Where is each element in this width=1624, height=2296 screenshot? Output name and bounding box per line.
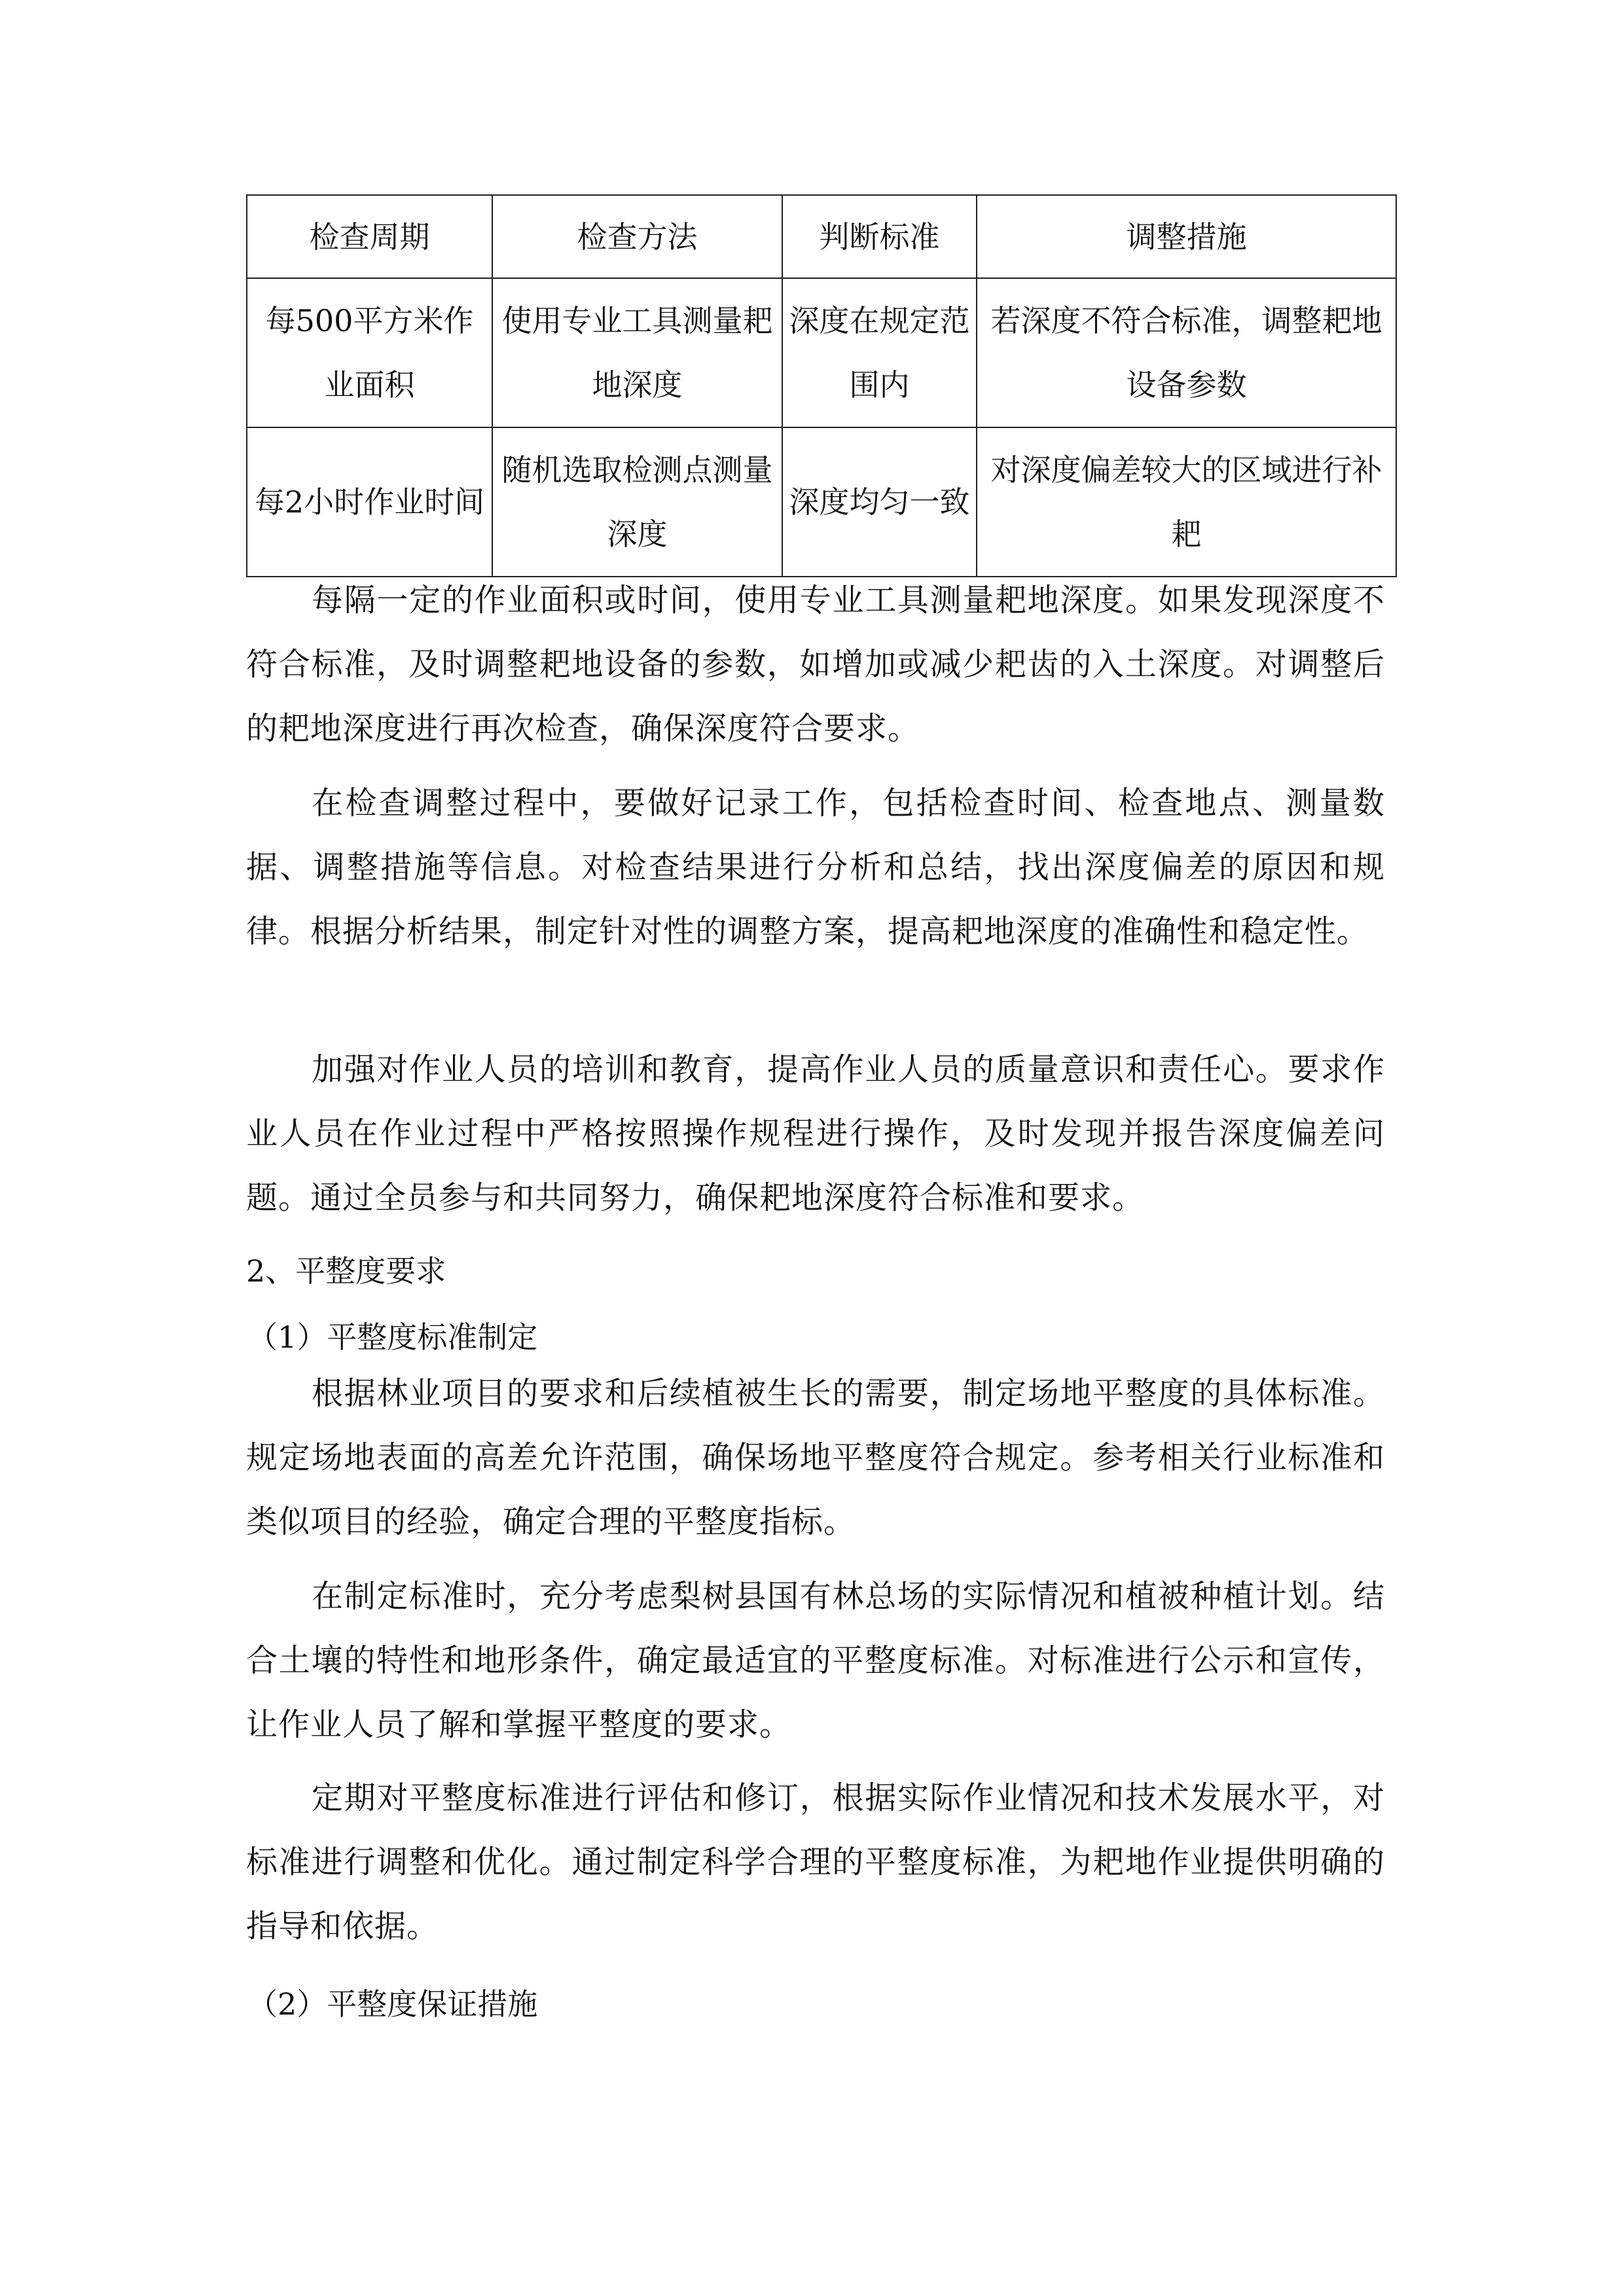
paragraph: 在检查调整过程中，要做好记录工作，包括检查时间、检查地点、测量数据、调整措施等信息。对检查结果进行分析和总结，找出深度偏差的原因和规律。根据分析结果，制定针对性的调整方案，提高耙地深度的准确性和稳定性。 (246, 785, 1385, 950)
table-header-cell: 判断标准 (782, 195, 977, 278)
table-cell: 每2小时作业时间 (247, 427, 492, 577)
subsection-heading: （1）平整度标准制定 (247, 1319, 538, 1355)
table-header-cell: 检查周期 (247, 195, 492, 278)
table-header-cell: 检查方法 (492, 195, 782, 278)
section-heading: 2、平整度要求 (246, 1253, 446, 1289)
paragraph: 每隔一定的作业面积或时间，使用专业工具测量耙地深度。如果发现深度不符合标准，及时调整耙地设备的参数，如增加或减少耙齿的入土深度。对调整后的耙地深度进行再次检查，确保深度符合要求。 (246, 582, 1385, 747)
table-row (247, 427, 1396, 577)
table-cell: 随机选取检测点测量深度 (492, 427, 782, 577)
paragraph: 根据林业项目的要求和后续植被生长的需要，制定场地平整度的具体标准。规定场地表面的高差允许范围，确保场地平整度符合规定。参考相关行业标准和类似项目的经验，确定合理的平整度指标。 (246, 1375, 1385, 1540)
table-cell: 深度均匀一致 (782, 427, 977, 577)
paragraph: 加强对作业人员的培训和教育，提高作业人员的质量意识和责任心。要求作业人员在作业过程中严格按照操作规程进行操作，及时发现并报告深度偏差问题。通过全员参与和共同努力，确保耙地深度符合标准和要求。 (246, 1051, 1385, 1216)
table-header-cell: 调整措施 (977, 195, 1396, 278)
table-cell: 使用专业工具测量耙地深度 (492, 278, 782, 427)
inspection-table (246, 194, 1397, 577)
table-cell: 对深度偏差较大的区域进行补耙 (977, 427, 1396, 577)
table-row (247, 278, 1396, 427)
table-header-row (247, 195, 1396, 278)
subsection-heading: （2）平整度保证措施 (247, 1986, 538, 2022)
table-cell: 深度在规定范围内 (782, 278, 977, 427)
table-cell: 每500平方米作业面积 (247, 278, 492, 427)
paragraph: 定期对平整度标准进行评估和修订，根据实际作业情况和技术发展水平，对标准进行调整和优化。通过制定科学合理的平整度标准，为耙地作业提供明确的指导和依据。 (246, 1780, 1385, 1945)
paragraph: 在制定标准时，充分考虑梨树县国有林总场的实际情况和植被种植计划。结合土壤的特性和地形条件，确定最适宜的平整度标准。对标准进行公示和宣传，让作业人员了解和掌握平整度的要求。 (246, 1578, 1385, 1743)
table-cell: 若深度不符合标准，调整耙地设备参数 (977, 278, 1396, 427)
